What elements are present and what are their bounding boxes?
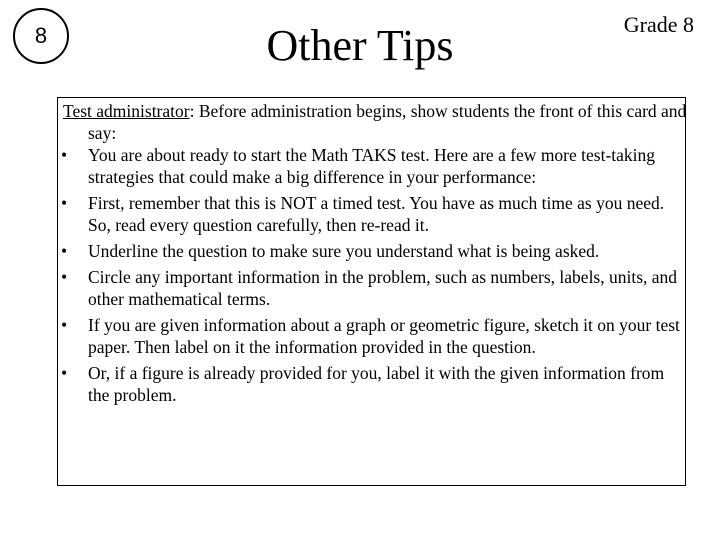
tip-item-6 bbox=[58, 362, 680, 406]
tips-list bbox=[58, 144, 680, 410]
tip-item-2 bbox=[58, 192, 680, 236]
grade-label: Grade 8 bbox=[623, 12, 694, 37]
tip-text: You are about ready to start the Math TAKS test. Here are a few more test-taking strategies that could make a big difference in your performance: bbox=[88, 145, 656, 187]
intro-label: Test administrator bbox=[63, 101, 190, 121]
bullet-icon: • bbox=[61, 193, 68, 213]
bullet-icon: • bbox=[61, 241, 68, 261]
tip-item-3 bbox=[58, 240, 680, 262]
tip-text: If you are given information about a graph or geometric figure, sketch it on your test paper. Then label on it the information provided in the question. bbox=[88, 315, 680, 357]
page-title: Other Tips bbox=[266, 21, 454, 70]
tip-item-5 bbox=[58, 314, 680, 358]
intro-text: : Before administration begins, show students the front of this card and say: bbox=[88, 101, 687, 143]
bullet-icon: • bbox=[61, 145, 68, 165]
tip-text: Or, if a figure is already provided for you, label it with the given information from the problem. bbox=[88, 363, 665, 405]
tip-item-4 bbox=[58, 266, 680, 310]
bullet-icon: • bbox=[61, 363, 68, 383]
intro-paragraph bbox=[63, 100, 694, 144]
tip-text: Circle any important information in the problem, such as numbers, labels, units, and other mathematical terms. bbox=[88, 267, 678, 309]
instructions-box bbox=[57, 97, 686, 486]
tip-text: First, remember that this is NOT a timed test. You have as much time as you need. So, read every question carefully, then re-read it. bbox=[88, 193, 665, 235]
tip-text: Underline the question to make sure you understand what is being asked. bbox=[88, 241, 600, 261]
bullet-icon: • bbox=[61, 315, 68, 335]
bullet-icon: • bbox=[61, 267, 68, 287]
page-number: 8 bbox=[34, 23, 48, 48]
tip-item-1 bbox=[58, 144, 680, 188]
